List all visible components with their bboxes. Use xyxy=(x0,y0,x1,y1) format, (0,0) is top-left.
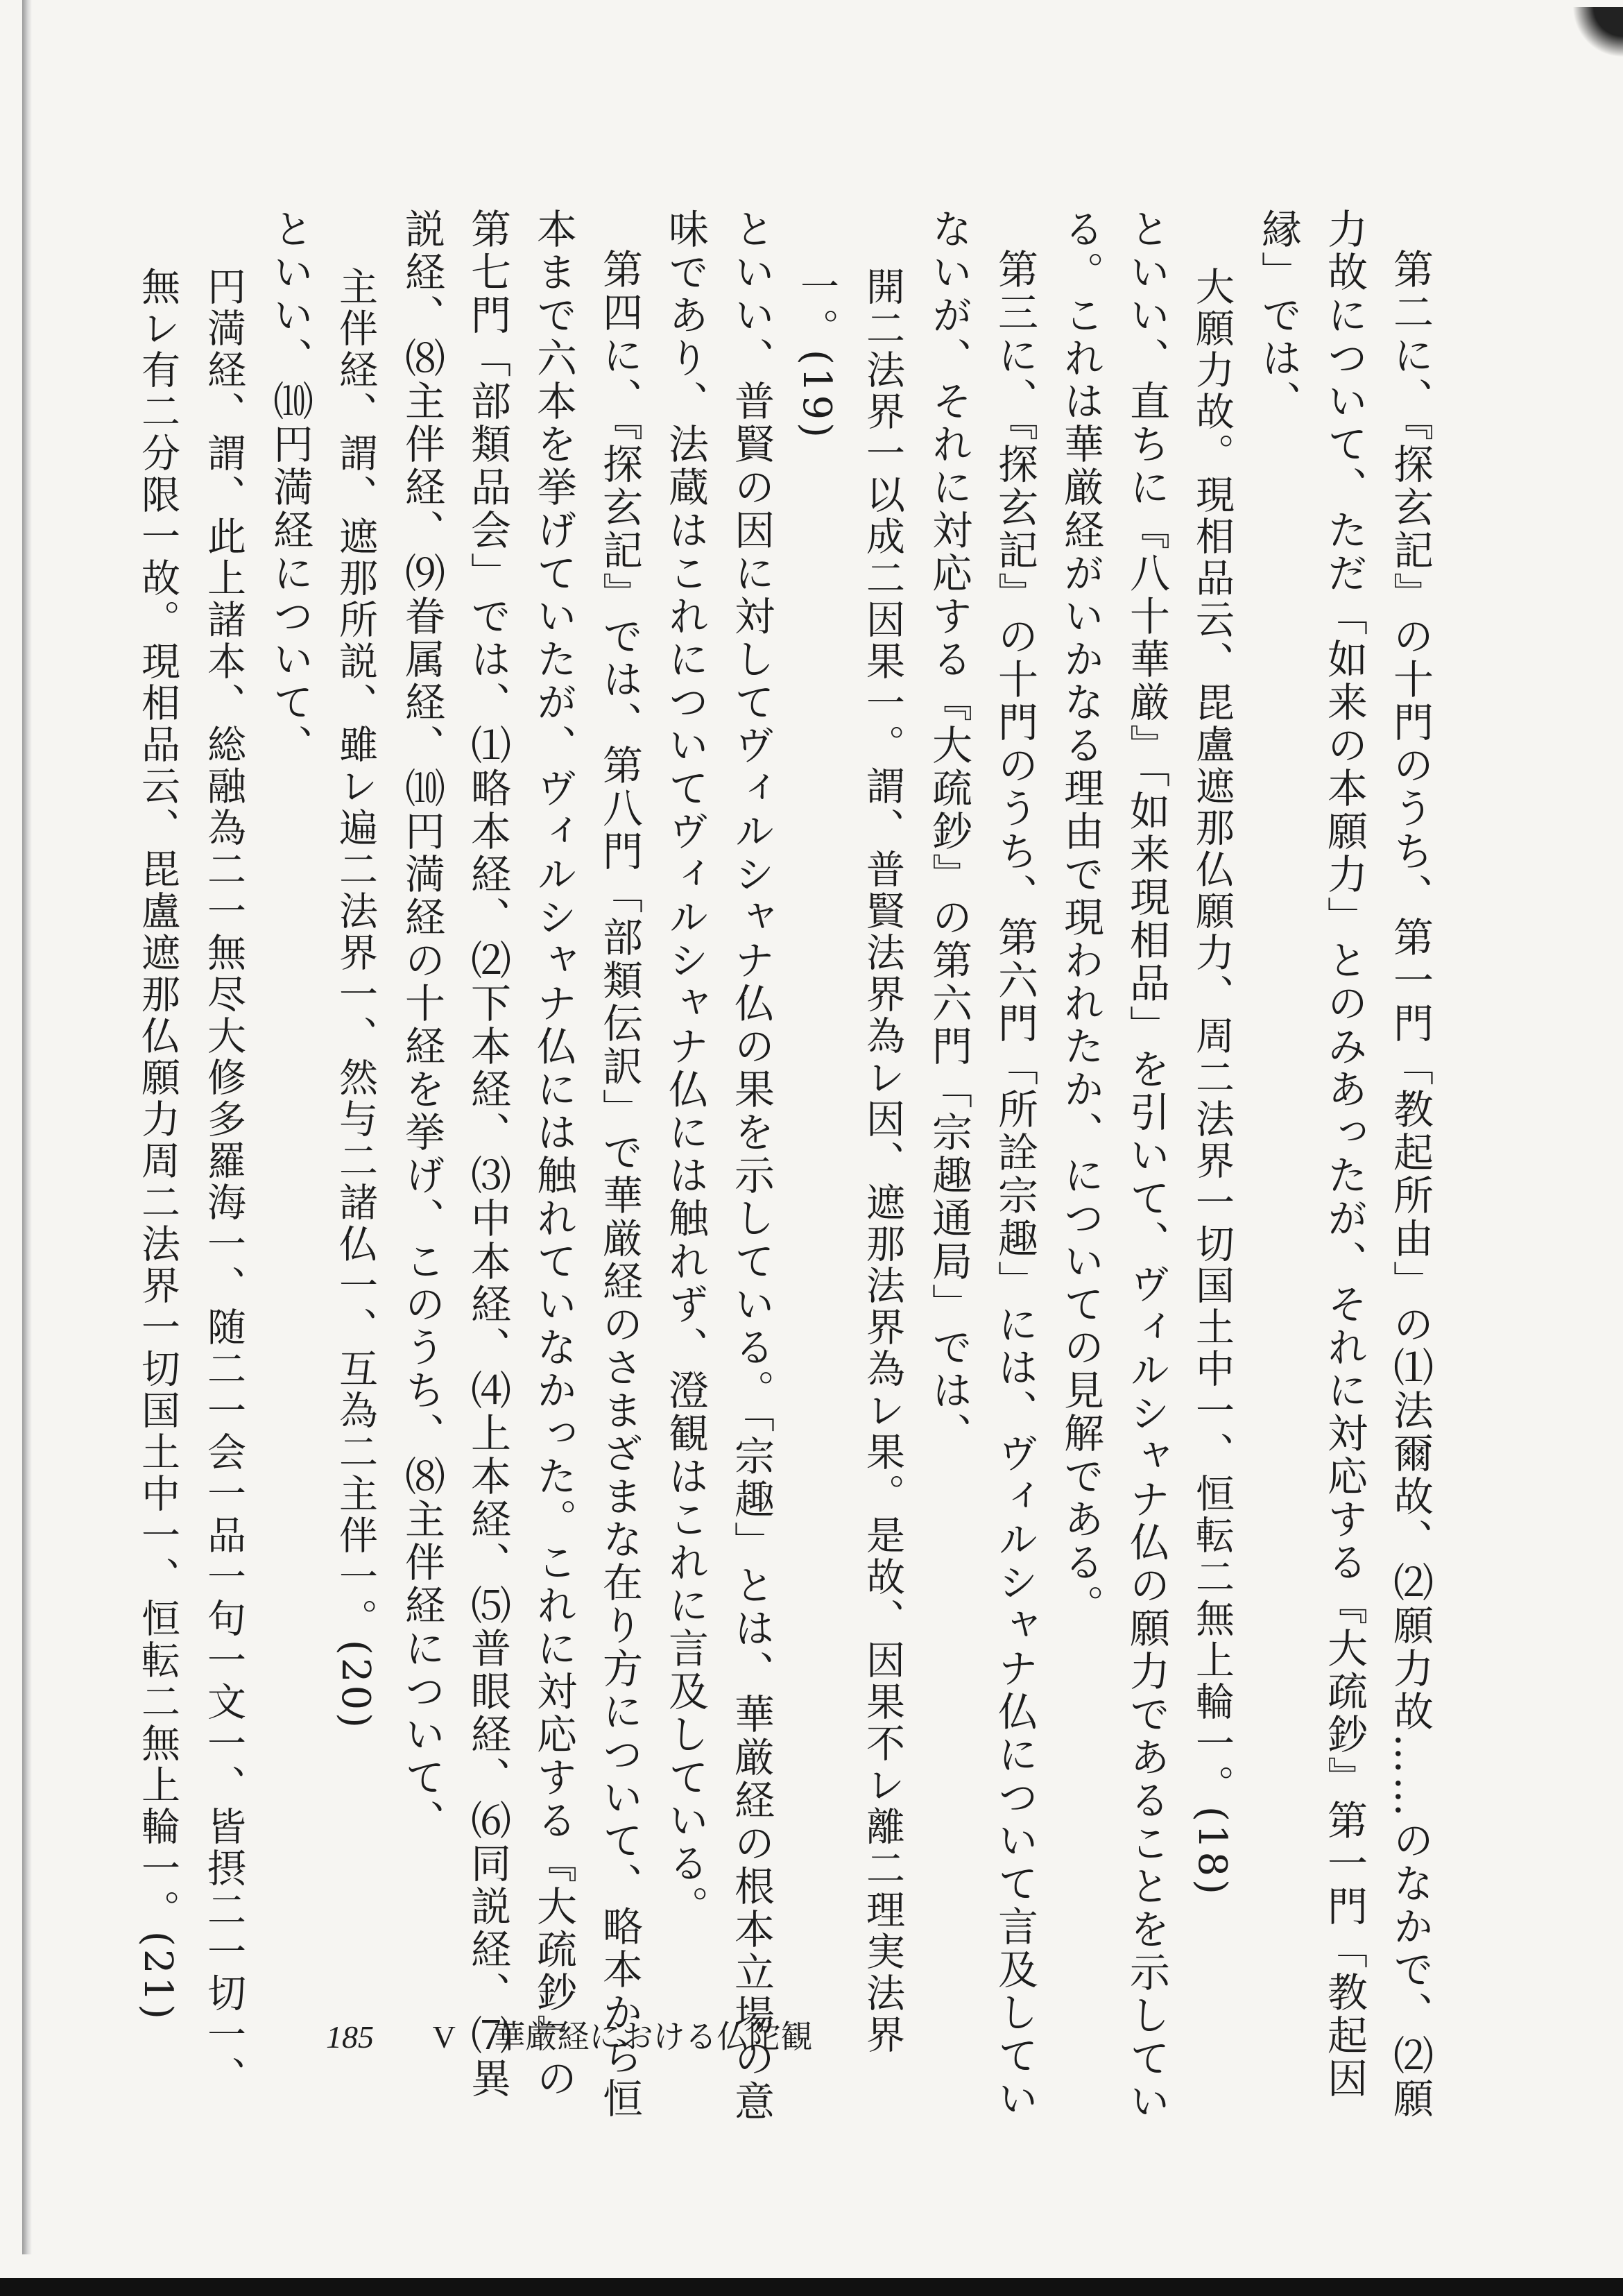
chapter-number: V xyxy=(432,2019,456,2055)
paragraph-after-quote-19: といい、普賢の因に対してヴィルシャナ仏の果を示している。「宗趣」とは、華厳経の根本立場の意味であり、法蔵はこれについてヴィルシャナ仏には触れず、澄観はこれに言及している。 xyxy=(662,208,775,2123)
paragraph-after-quote-20: といい、⑽円満経について、 xyxy=(266,208,314,767)
quote-18: 大願力故。現相品云、毘盧遮那仏願力、周二法界一切国土中一、恒転二無上輪一。(18) xyxy=(1190,266,1235,1897)
page-footer xyxy=(326,2012,881,2057)
binding-gutter-shadow xyxy=(22,0,32,2254)
page-body xyxy=(135,208,1443,2136)
chapter-title: 華厳経における仏陀観 xyxy=(493,2018,813,2055)
scan-corner-mark xyxy=(1561,7,1623,62)
paragraph-second-point: 第二に、『探玄記』の十門のうち、第一門「教起所由」の⑴法爾故、⑵願力故……のなかで、⑵願力故について、ただ「如来の本願力」とのみあったが、それに対応する『大疏鈔』第一門「教起因縁」では、 xyxy=(1255,208,1434,2121)
paragraph-third-point: 第三に、『探玄記』の十門のうち、第六門「所詮宗趣」には、ヴィルシャナ仏について言及していないが、それに対応する『大疏鈔』の第六門「宗趣通局」では、 xyxy=(925,208,1038,2121)
quote-20: 主伴経、謂、遮那所説、雖レ遍二法界一、然与二諸仏一、互為二主伴一。(20) xyxy=(333,266,378,1731)
paragraph-fourth-point: 第四に、『探玄記』では、第八門「部類伝訳」で華厳経のさまざまな在り方について、略本から恒本まで六本を挙げていたが、ヴィルシャナ仏には触れていなかった。これに対応する『大疏鈔』の第七門「部類品会」では、⑴略本経、⑵下本経、⑶中本経、⑷上本経、⑸普眼経、⑹同説経、⑺異説経、⑻主伴経、⑼眷属経、⑽円満経の十経を挙げ、このうち、⑻主伴経について、 xyxy=(398,208,643,2121)
quote-19: 開二法界一以成二因果一。謂、普賢法界為レ因、遮那法界為レ果。是故、因果不レ離二理実法界一。(19) xyxy=(794,266,905,2056)
paragraph-after-quote-18: といい、直ちに『八十華厳』「如来現相品」を引いて、ヴィルシャナ仏の願力であることを示している。これは華厳経がいかなる理由で現われたか、についての見解である。 xyxy=(1057,208,1170,2123)
quote-21: 円満経、謂、此上諸本、総融為二一無尽大修多羅海一、随二一会一品一句一文一、皆摂二一切一、無レ有二分限一故。現相品云、毘盧遮那仏願力周二法界一切国土中一、恒転二無上輪一。(21) xyxy=(135,266,246,2098)
scan-bottom-edge xyxy=(0,2278,1623,2296)
page-number: 185 xyxy=(326,2019,374,2055)
